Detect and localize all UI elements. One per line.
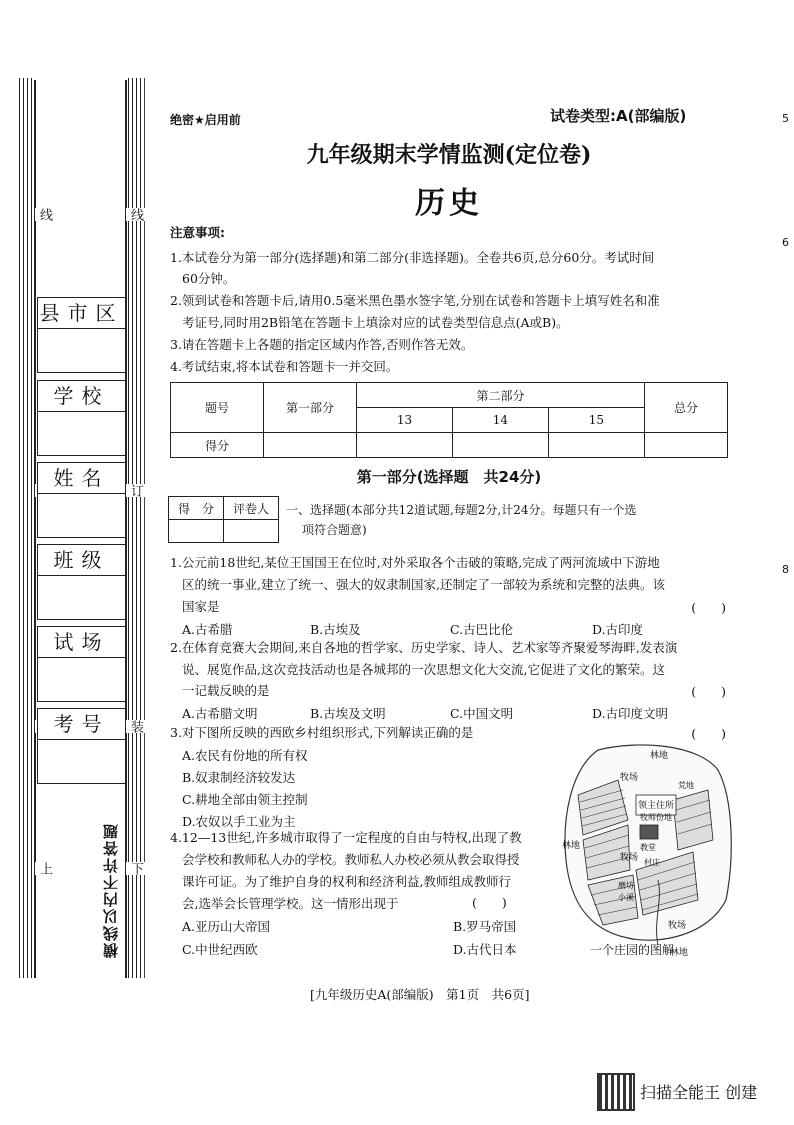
secret-label: 绝密★启用前 xyxy=(170,113,241,127)
field-county-label: 县市区 xyxy=(38,298,125,329)
ding-mark-right: 订 xyxy=(128,484,143,497)
line-mark-right: 线 xyxy=(128,208,143,221)
q4-text: 课许可证。为了维护自身的权利和经济利益,教师组成教师行 xyxy=(182,874,511,889)
up-mark: 上 xyxy=(37,862,52,875)
figure-caption: 一个庄园的图解 xyxy=(590,943,675,957)
scanner-watermark: 扫描全能王 创建 xyxy=(640,1083,758,1102)
q1-option-d[interactable]: D.古印度 xyxy=(592,622,644,637)
th-part1: 第一部分 xyxy=(264,383,357,433)
q1-option-a[interactable]: A.古希腊 xyxy=(182,622,233,637)
manor-figure xyxy=(558,740,738,962)
q2-option-d[interactable]: D.古印度文明 xyxy=(592,706,669,721)
note-line: 考证号,同时用2B铅笔在答题卡上填涂对应的试卷类型信息点(A或B)。 xyxy=(182,315,569,330)
score-cell[interactable] xyxy=(357,433,453,458)
row-defen: 得分 xyxy=(171,433,264,458)
q2-text: 2.在体育竞赛大会期间,来自各地的哲学家、历史学家、诗人、艺术家等齐聚爱琴海畔,发表演 xyxy=(170,640,678,655)
grader-score-cell[interactable] xyxy=(169,520,224,543)
field-class-label: 班级 xyxy=(38,545,125,576)
q1-answer-paren[interactable]: ( ) xyxy=(691,600,726,615)
field-county[interactable] xyxy=(37,297,126,373)
field-exam-number[interactable] xyxy=(37,708,126,784)
edge-number: 5 xyxy=(782,112,789,125)
q4-option-c[interactable]: C.中世纪西欧 xyxy=(182,942,258,957)
score-cell[interactable] xyxy=(452,433,548,458)
q1-option-b[interactable]: B.古埃及 xyxy=(310,622,361,637)
q4-option-a[interactable]: A.亚历山大帝国 xyxy=(182,919,271,934)
th-part2: 第二部分 xyxy=(357,383,645,408)
grader-table xyxy=(168,496,279,543)
edge-number: 8 xyxy=(782,563,789,576)
score-cell[interactable] xyxy=(548,433,644,458)
q2-answer-paren[interactable]: ( ) xyxy=(691,684,726,699)
edge-number: 6 xyxy=(782,236,789,249)
th-q14: 14 xyxy=(452,408,548,433)
field-exam-room-label: 试场 xyxy=(38,627,125,658)
q1-text: 国家是 xyxy=(182,599,220,614)
q2-option-b[interactable]: B.古埃及文明 xyxy=(310,706,386,721)
label-pasture-top: 牧场 xyxy=(620,773,639,783)
q3-text: 3.对下图所反映的西欧乡村组织形式,下列解读正确的是 xyxy=(170,725,474,740)
label-priest-land: 牧师份地 xyxy=(640,813,672,822)
score-cell[interactable] xyxy=(645,433,728,458)
q4-text: 会学校和教师私人办的学校。教师私人办校必须从教会取得授 xyxy=(182,852,520,867)
label-mill: 磨坊 xyxy=(618,881,634,890)
th-total: 总分 xyxy=(645,383,728,433)
qr-code-icon xyxy=(597,1073,635,1111)
label-pasture-bottom: 牧场 xyxy=(668,921,687,931)
grader-score-label: 得 分 xyxy=(169,497,224,520)
label-forest-left: 林地 xyxy=(562,841,581,851)
label-forest-top: 林地 xyxy=(650,751,669,761)
note-line: 4.考试结束,将本试卷和答题卡一并交回。 xyxy=(170,359,399,374)
label-stream: 小溪 xyxy=(618,893,634,902)
q4-text: 4.12—13世纪,许多城市取得了一定程度的自由与特权,出现了教 xyxy=(170,830,522,845)
manor-diagram xyxy=(558,740,738,962)
score-cell[interactable] xyxy=(264,433,357,458)
label-village: 村庄 xyxy=(644,858,660,867)
exam-title: 九年级期末学情监测(定位卷) xyxy=(306,142,592,168)
part1-instruction: 一、选择题(本部分共12道试题,每题2分,计24分。每题只有一个选 xyxy=(286,503,637,517)
page-footer: [九年级历史A(部编版) 第1页 共6页] xyxy=(310,987,530,1002)
note-line: 3.请在答题卡上各题的指定区域内作答,否则作答无效。 xyxy=(170,337,474,352)
th-q13: 13 xyxy=(357,408,453,433)
field-exam-number-label: 考号 xyxy=(38,709,125,740)
label-manor-house: 领主住所 xyxy=(638,801,675,811)
q4-text: 会,选举会长管理学校。这一情形出现于 xyxy=(182,896,399,911)
q3-option-c[interactable]: C.耕地全部由领主控制 xyxy=(182,792,308,807)
down-mark: 下 xyxy=(128,862,143,875)
part1-instruction: 项符合题意) xyxy=(302,523,367,537)
field-school[interactable] xyxy=(37,380,126,456)
paper-type: 试卷类型:A(部编版) xyxy=(550,107,687,125)
q4-option-b[interactable]: B.罗马帝国 xyxy=(453,919,517,934)
q1-option-c[interactable]: C.古巴比伦 xyxy=(450,622,514,637)
field-exam-room[interactable] xyxy=(37,626,126,702)
q3-answer-paren[interactable]: ( ) xyxy=(691,726,726,741)
q3-option-a[interactable]: A.农民有份地的所有权 xyxy=(182,748,308,763)
field-name[interactable] xyxy=(37,462,126,538)
q2-text: 说、展览作品,这次竞技活动也是各城邦的一次思想文化大交流,它促进了文化的繁荣。这 xyxy=(182,662,665,677)
grader-name-label: 评卷人 xyxy=(224,497,279,520)
field-school-label: 学校 xyxy=(38,381,125,412)
field-name-label: 姓名 xyxy=(38,463,125,494)
zhuang-mark-right: 装 xyxy=(128,720,143,733)
th-q15: 15 xyxy=(548,408,644,433)
q3-option-d[interactable]: D.农奴以手工业为主 xyxy=(182,814,296,829)
line-mark-left: 线 xyxy=(37,208,52,221)
field-class[interactable] xyxy=(37,544,126,620)
q1-text: 区的统一事业,建立了统一、强大的奴隶制国家,还制定了一部较为系统和完整的法典。该 xyxy=(182,577,665,592)
q4-option-d[interactable]: D.古代日本 xyxy=(453,942,517,957)
grader-name-cell[interactable] xyxy=(224,520,279,543)
q3-option-b[interactable]: B.奴隶制经济较发达 xyxy=(182,770,296,785)
notes-heading: 注意事项: xyxy=(170,225,225,240)
th-tihao: 题号 xyxy=(171,383,264,433)
no-answer-notice: 横线以内不许答题 xyxy=(102,822,120,958)
note-line: 60分钟。 xyxy=(182,271,236,286)
note-line: 2.领到试卷和答题卡后,请用0.5毫米黑色墨水签字笔,分别在试卷和答题卡上填写姓名和准 xyxy=(170,293,660,308)
q2-option-a[interactable]: A.古希腊文明 xyxy=(182,706,258,721)
q2-option-c[interactable]: C.中国文明 xyxy=(450,706,514,721)
label-wasteland: 荒地 xyxy=(678,781,694,790)
score-table xyxy=(170,382,728,458)
q1-text: 1.公元前18世纪,某位王国国王在位时,对外采取各个击破的策略,完成了两河流域中下游地 xyxy=(170,555,660,570)
note-line: 1.本试卷分为第一部分(选择题)和第二部分(非选择题)。全卷共6页,总分60分。考试时间 xyxy=(170,250,655,265)
subject-title: 历史 xyxy=(415,186,483,221)
q2-text: 一记载反映的是 xyxy=(182,683,270,698)
label-forest-bottom: 林地 xyxy=(670,948,689,958)
q4-answer-paren[interactable]: ( ) xyxy=(472,895,507,910)
label-church: 教堂 xyxy=(640,843,656,852)
label-pasture-mid: 牧场 xyxy=(620,853,639,863)
part1-heading: 第一部分(选择题 共24分) xyxy=(356,468,542,486)
